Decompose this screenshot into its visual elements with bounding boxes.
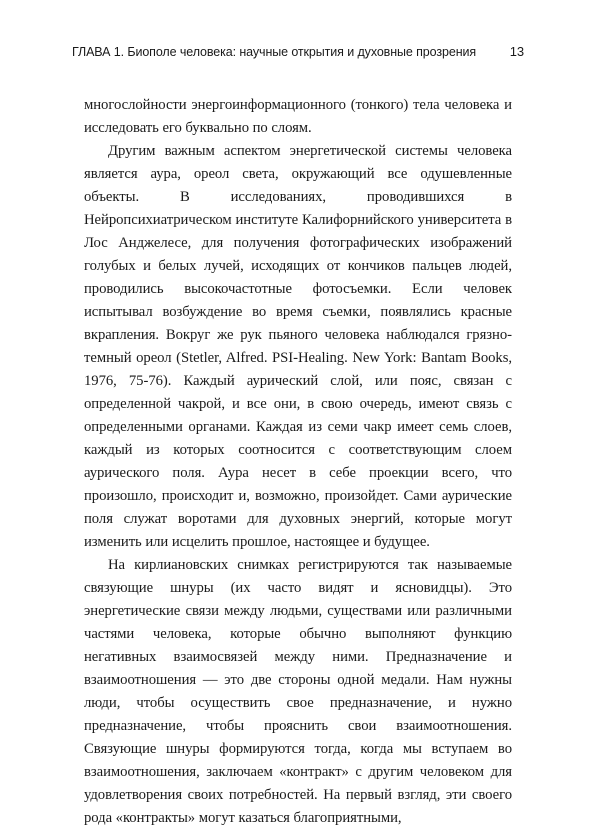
paragraph-cords: На кирлиановских снимках регистрируются так называемые связующие шнуры (их часто видят и ясновидцы). Это энергетические связи между людьми, существами или различными частями человека, которые обычно выполняют функцию негативных взаимосвязей между ними. Предназначение и взаимоотношения — это две стороны одной медали. Нам нужны люди, чтобы осуществить свое предназначение, и нужно предназначение, чтобы прояснить свои взаимоотношения. Связующие шнуры формируются тогда, когда мы вступаем во взаимоотношения, заключаем «контракт» с другим человеком для удовлетворения своих потребностей. На первый взгляд, эти своего рода «контракты» могут казаться благоприятными, (84, 557, 512, 826)
body-text (84, 94, 512, 830)
running-header (72, 44, 524, 59)
paragraph-continuation: многослойности энергоинформационного (тонкого) тела человека и исследовать его буквально по слоям. (84, 97, 512, 136)
chapter-title: ГЛАВА 1. Биополе человека: научные открытия и духовные прозрения (72, 45, 477, 59)
page-number: 13 (509, 44, 524, 59)
paragraph-aura: Другим важным аспектом энергетической системы человека является аура, ореол света, окружающий все одушевленные объекты. В исследованиях, проводившихся в Нейропсихиатрическом институте Калифорнийского университета в Лос Анджелесе, для получения фотографических изображений голубых и белых лучей, исходящих от кончиков пальцев людей, проводились высокочастотные фотосъемки. Если человек испытывал возбуждение во время съемки, появлялись красные вкрапления. Вокруг же рук пьяного человека наблюдался грязно-темный ореол (Stetler, Alfred. PSI-Healing. New York: Bantam Books, 1976, 75-76). Каждый аурический слой, или пояс, связан с определенной чакрой, и все они, в свою очередь, имеют связь с определенными органами. Каждая из семи чакр имеет семь слоев, каждый из которых соотносится с соответствующим слоем аурического поля. Аура несет в себе проекции всего, что произошло, происходит и, возможно, произойдет. Сами аурические поля служат воротами для духовных энергий, которые могут изменить или исцелить прошлое, настоящее и будущее. (84, 143, 512, 550)
